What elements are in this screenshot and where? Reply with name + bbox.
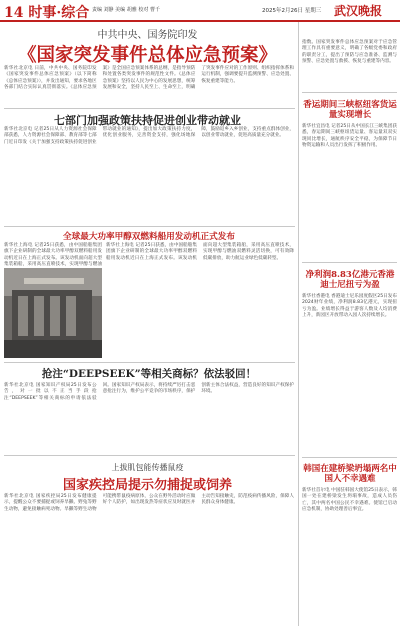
employment-headline: 七部门加强政策扶持促进创业带动就业 (54, 114, 241, 127)
section-title: 14 时事·综合 (4, 5, 90, 21)
lead-body: 新华社北京电 日前，中共中央、国务院印发《国家突发事件总体应急预案》（以下简称《总体应急预案》），并发出通知，要求各地区各部门结合实际认真贯彻落实。《总体应急预案》是全国应急预案体系的总纲，是指导预防和处置各类突发事件的规范性文件。《总体应急预案》坚持以人民为中心的发展思想，统筹发展和安全，坚持人民至上、生命至上，明确了突发事件应对的工作原则、组织指挥体系和运行机制，强调要提升监测预警、应急处置、恢复重建等能力。 (4, 66, 294, 91)
newspaper-brand: 武汉晚报 (334, 4, 383, 18)
sidebar-story2-headline: 净利润8.83亿港元香港迪士尼扭亏为盈 (305, 270, 395, 290)
ship-headline: 全球最大功率甲醇双燃料船用发动机正式发布 (63, 232, 235, 242)
deepseek-headline: 抢注“DEEPSEEK”等相关商标？依法驳回！ (41, 368, 257, 380)
deepseek-body: 新华社北京电 国家知识产权局25日发布公告，对一批以不正当手段抢注“DEEPSEEK”等相关商标的申请依法驳回。国家知识产权局表示，将持续严厉打击恶意抢注行为，维护公平竞争的市场秩序，保护创新主体合法权益，营造良好的知识产权保护环境。 (4, 383, 294, 401)
flu-kicker: 上拔肌包能传播鼠疫 (111, 463, 184, 472)
engine-photo (4, 268, 102, 358)
editor-credits: 责编 刘静 美编 胡雅 校对 曹千 (92, 7, 160, 13)
lead-headline: 《国家突发事件总体应急预案》 (17, 45, 277, 66)
sidebar-story2-body: 新华社香港电 香港迪士尼乐园度假区25日发布2024财年业绩，净利润8.83亿港元，实现扭亏为盈。业绩增长得益于游客人数及人均消费上升，新园区开放带动入园人次持续增长。 (302, 294, 397, 319)
sidebar-story1-headline: 香运期间三峡枢纽客货运量实现增长 (303, 100, 397, 120)
ship-body: 新华社上海电 记者25日获悉，由中国船舶集团旗下企业研制的全球最大功率甲醇双燃料船用发动机近日在上海正式发布。该发动机面向超大型集装箱船，采用高压直喷技术，实现甲醇与燃油 (4, 243, 102, 268)
flu-headline: 国家疾控局提示勿捕捉或饲养 (62, 478, 232, 493)
sidebar-story3-headline: 韩国在建桥梁坍塌两名中国人不幸遇难 (303, 464, 397, 484)
sidebar-story1-body: 新华社宜昌电 记者25日从中国长江三峡集团获悉，春运期间三峡枢纽货运量、客运量双双实现同比增长，通航秩序安全平稳，为保障节日物资运输和人员出行发挥了积极作用。 (302, 124, 397, 149)
issue-date: 2025年2月26日 星期三 (262, 8, 322, 14)
column-divider (298, 22, 299, 626)
sidebar-story3-body: 新华社首尔电 中国驻韩国大使馆25日表示，韩国一处在建桥梁发生坍塌事故，造成人员伤亡，其中两名中国公民不幸遇难。使馆已启动应急机制，协助处理善后事宜。 (302, 488, 397, 513)
employment-body: 新华社北京电 记者25日从人力资源社会保障部获悉，人力资源社会保障部、教育部等七部门近日印发《关于加强支持政策扶持促进创业带动就业的通知》，提出加大政策扶持力度，优化创业服务，完善资金支持，强化场地保障，鼓励返乡入乡创业，支持重点群体创业，以创业带动就业，促进高质量充分就业。 (4, 127, 294, 145)
sidebar-intro: 指数。国家突发事件总体应急预案对于应急管理工作具有重要意义，明确了各级党委和政府的职责分工，提出了预防与应急准备、监测与预警、应急处置与救援、恢复与重建等内容。 (302, 40, 397, 65)
masthead (0, 0, 400, 22)
flu-body: 新华社北京电 国家疾控局25日发布健康提示，提醒公众不要捕捉或饲养旱獭、野兔等野生动物，避免接触病死动物。旱獭等野生动物可能携带鼠疫病原体，公众在野外活动时应做好个人防护，如出现发热等症状应及时就医并主动告知接触史，防范疫病传播风险，保障人民群众身体健康。 (4, 494, 294, 512)
ship-body-continued: 新华社上海电 记者25日获悉，由中国船舶集团旗下企业研制的全球最大功率甲醇双燃料船用发动机近日在上海正式发布。该发动机面向超大型集装箱船，采用高压直喷技术，实现甲醇与燃油双燃料灵活切换，可有效降低碳排放，助力航运业绿色低碳转型。 (106, 243, 294, 261)
lead-kicker: 中共中央、国务院印发 (97, 30, 198, 41)
